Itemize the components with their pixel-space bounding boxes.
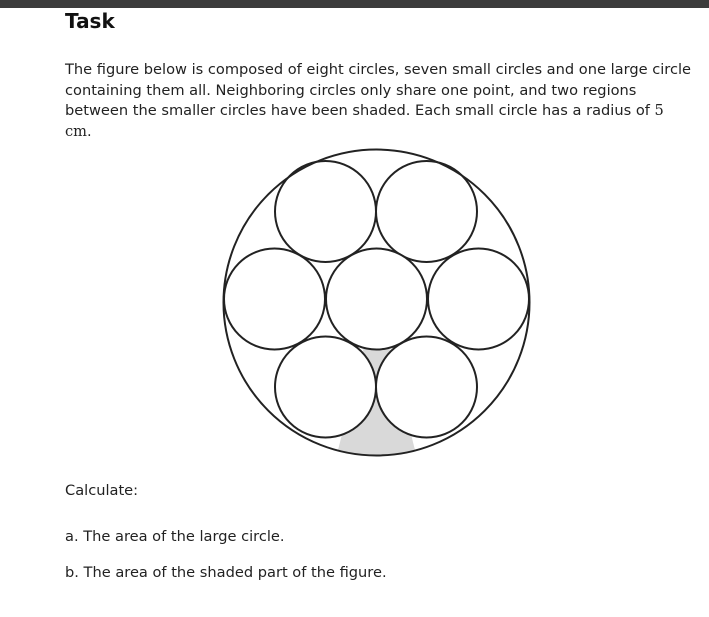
radius-value: 5 cm bbox=[65, 102, 664, 140]
small-circle-mid-left bbox=[224, 249, 325, 350]
small-circle-bottom-right bbox=[376, 337, 477, 438]
task-description bbox=[65, 60, 695, 142]
task-title: Task bbox=[65, 9, 115, 33]
description-text: The figure below is composed of eight circles, seven small circles and one large circle containing them all. Neighboring circles only share one point, and two regions between the smaller circles have been shaded. Each small circle has a radius of bbox=[65, 61, 692, 119]
description-end: . bbox=[87, 122, 92, 140]
small-circle-mid-right bbox=[428, 249, 529, 350]
circles-figure bbox=[221, 147, 532, 458]
small-circle-bottom-left bbox=[275, 337, 376, 438]
top-bar bbox=[0, 0, 709, 8]
calculate-label: Calculate: bbox=[65, 482, 139, 499]
question-a: a. The area of the large circle. bbox=[65, 528, 285, 545]
question-b: b. The area of the shaded part of the figure. bbox=[65, 564, 387, 581]
small-circle-center bbox=[326, 249, 427, 350]
